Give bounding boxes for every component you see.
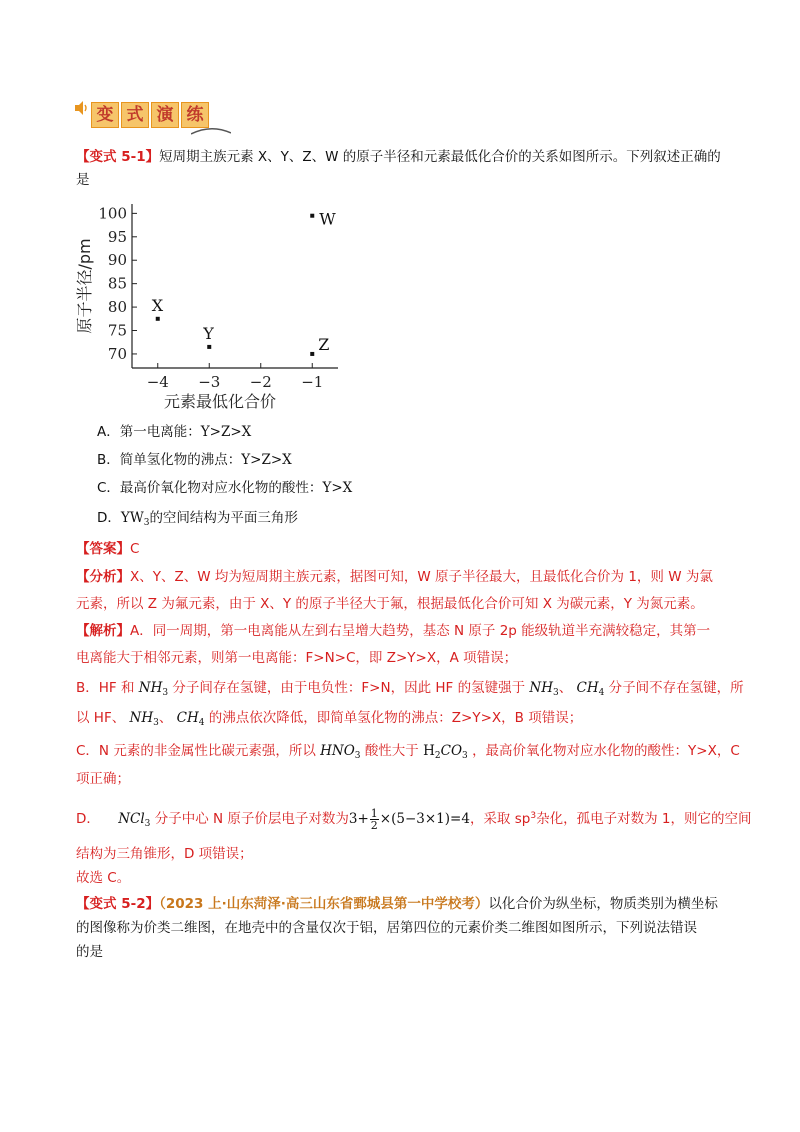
data-point-z bbox=[310, 352, 314, 356]
ch4-formula-2: CH bbox=[176, 710, 199, 726]
y-tick-label: 75 bbox=[107, 321, 127, 340]
option-c-value: Y>X bbox=[322, 480, 353, 496]
data-label-x: X bbox=[151, 295, 164, 315]
data-point-w bbox=[310, 214, 314, 218]
explanation-c2-text: 项正确； bbox=[76, 771, 130, 787]
nh3-formula-3: NH bbox=[129, 710, 154, 726]
q1-line-1 bbox=[76, 148, 721, 166]
explanation-c1-mid: 酸性大于 bbox=[364, 743, 419, 759]
option-a[interactable] bbox=[97, 423, 251, 441]
answer-value: C bbox=[130, 541, 140, 557]
q2-source: （2023 上·山东菏泽·高三山东省鄄城县第一中学校考） bbox=[159, 896, 489, 912]
option-d-label: D． bbox=[97, 510, 121, 526]
option-d[interactable] bbox=[97, 509, 298, 527]
y-tick-label: 85 bbox=[107, 274, 127, 293]
banner-swoosh bbox=[191, 126, 231, 136]
sp3-sup: 3 bbox=[530, 811, 537, 821]
banner-char-1: 变 bbox=[91, 102, 119, 128]
explanation-d1-post1: ，采取 sp bbox=[469, 811, 531, 827]
answer-line bbox=[76, 540, 139, 558]
option-d-sub: 3 bbox=[143, 518, 150, 528]
y-tick-label: 80 bbox=[107, 298, 127, 317]
banner-char-4: 练 bbox=[181, 102, 209, 128]
q1-label: 【变式 5-1】 bbox=[76, 149, 160, 165]
explanation-b2-sep: 、 bbox=[158, 710, 173, 726]
q2-text-3: 的是 bbox=[76, 944, 103, 960]
h2co3-co: CO bbox=[440, 743, 463, 759]
option-d-formula: YW bbox=[120, 510, 144, 526]
nh3-formula-2: NH bbox=[529, 680, 553, 696]
nh3-formula: NH bbox=[138, 680, 163, 696]
hno3-formula: HNO bbox=[320, 743, 355, 759]
x-tick-label: −1 bbox=[301, 373, 324, 391]
section-banner bbox=[73, 98, 233, 138]
y-tick-label: 90 bbox=[107, 251, 127, 270]
hno3-sub: 3 bbox=[354, 751, 361, 761]
option-d-text: 的空间结构为平面三角形 bbox=[149, 510, 298, 526]
fraction-denominator: 2 bbox=[370, 819, 378, 832]
conclusion-line bbox=[76, 869, 130, 887]
y-tick-label: 70 bbox=[107, 344, 127, 363]
analysis-text-2: 元素，所以 Z 为氟元素，由于 X、Y 的原子半径大于氟，根据最低化合价可知 X 为碳元素，Y 为氮元素。 bbox=[76, 596, 704, 612]
explanation-a-text-1: A．同一周期，第一电离能从左到右呈增大趋势，基态 N 原子 2p 能级轨道半充满较稳定，其第一 bbox=[130, 623, 711, 639]
explanation-d-line-2 bbox=[76, 845, 253, 863]
y-tick-label: 95 bbox=[107, 227, 127, 246]
explanation-d1-post2: 杂化，孤电子对数为 1，则它的空间 bbox=[536, 811, 752, 827]
q1-text-2: 是 bbox=[76, 172, 90, 188]
banner-char-3: 演 bbox=[151, 102, 179, 128]
y-axis-label: 原子半径/pm bbox=[75, 238, 94, 334]
data-label-z: Z bbox=[318, 334, 330, 354]
nh3-sub-3: 3 bbox=[153, 718, 159, 728]
option-b-value: Y>Z>X bbox=[241, 452, 292, 468]
explanation-b1-post: 分子间不存在氢键，所 bbox=[608, 680, 744, 696]
q2-text-2: 的图像称为价类二维图，在地壳中的含量仅次于铝，居第四位的元素价类二维图如图所示，下列说法错误 bbox=[76, 920, 697, 936]
explanation-c-line-1 bbox=[76, 742, 740, 760]
ch4-sub-2: 4 bbox=[198, 718, 205, 728]
explanation-b-line-2 bbox=[76, 709, 582, 727]
y-tick-label: 100 bbox=[98, 204, 127, 223]
q2-line-2 bbox=[76, 919, 697, 937]
option-c-text: C．最高价氧化物对应水化物的酸性： bbox=[97, 480, 323, 496]
nh3-sub-2: 3 bbox=[552, 688, 559, 698]
explanation-b2-post: 的沸点依次降低，即简单氢化物的沸点：Z>Y>X，B 项错误； bbox=[208, 710, 583, 726]
option-c[interactable] bbox=[97, 479, 352, 497]
explanation-a-text-2: 电离能大于相邻元素，则第一电离能：F>N>C，即 Z>Y>X，A 项错误； bbox=[76, 650, 518, 666]
analysis-label: 【分析】 bbox=[76, 569, 130, 585]
x-tick-label: −3 bbox=[198, 373, 221, 391]
explanation-label: 【解析】 bbox=[76, 623, 130, 639]
banner-tiles bbox=[91, 102, 209, 128]
scatter-chart bbox=[70, 196, 350, 416]
ncl3-formula: NCl bbox=[118, 811, 145, 827]
q2-line-1 bbox=[76, 895, 718, 913]
ch4-sub: 4 bbox=[598, 688, 605, 698]
option-a-text: A．第一电离能： bbox=[97, 424, 201, 440]
explanation-b2-pre: 以 HF、 bbox=[76, 710, 126, 726]
explanation-d-line-1 bbox=[76, 808, 751, 831]
analysis-text-1: X、Y、Z、W 均为短周期主族元素，据图可知，W 原子半径最大，且最低化合价为 1，则 W 为氯 bbox=[130, 569, 713, 585]
explanation-a-line-1 bbox=[76, 622, 710, 640]
explanation-d2-text: 结构为三角锥形，D 项错误； bbox=[76, 846, 253, 862]
q2-text-1: 以化合价为纵坐标，物质类别为横坐标 bbox=[488, 896, 718, 912]
explanation-b1-pre: B．HF 和 bbox=[76, 680, 135, 696]
explanation-c1-post: ，最高价氧化物对应水化物的酸性：Y>X，C bbox=[472, 743, 740, 759]
analysis-line-2 bbox=[76, 595, 704, 613]
banner-char-2: 式 bbox=[121, 102, 149, 128]
explanation-d1-mid: 分子中心 N 原子价层电子对数为 bbox=[154, 811, 349, 827]
q2-line-3 bbox=[76, 943, 103, 961]
equation-part-b: ×(5−3×1)=4 bbox=[379, 811, 470, 827]
explanation-b1-sep: 、 bbox=[558, 680, 573, 696]
data-label-w: W bbox=[319, 209, 336, 229]
explanation-d1-pre: D． bbox=[76, 811, 100, 827]
x-axis-label: 元素最低化合价 bbox=[163, 392, 277, 411]
option-b[interactable] bbox=[97, 451, 292, 469]
fraction-one-half bbox=[370, 808, 379, 831]
h2co3-sub-2: 3 bbox=[462, 751, 468, 761]
answer-label: 【答案】 bbox=[76, 541, 130, 557]
x-tick-label: −2 bbox=[249, 373, 272, 391]
option-b-text: B．简单氢化物的沸点： bbox=[97, 452, 242, 468]
speaker-icon bbox=[73, 100, 89, 116]
explanation-c1-pre: C．N 元素的非金属性比碳元素强，所以 bbox=[76, 743, 316, 759]
explanation-a-line-2 bbox=[76, 649, 517, 667]
conclusion-text: 故选 C。 bbox=[76, 870, 131, 886]
analysis-line-1 bbox=[76, 568, 713, 586]
x-tick-label: −4 bbox=[146, 373, 169, 391]
nh3-sub: 3 bbox=[162, 688, 169, 698]
data-label-y: Y bbox=[203, 323, 214, 343]
q2-label: 【变式 5-2】 bbox=[76, 896, 160, 912]
q1-text-1: 短周期主族元素 X、Y、Z、W 的原子半径和元素最低化合价的关系如图所示。下列叙述正确的 bbox=[159, 149, 721, 165]
q1-line-2 bbox=[76, 171, 90, 189]
explanation-b1-mid: 分子间存在氢键，由于电负性：F>N，因此 HF 的氢键强于 bbox=[172, 680, 526, 696]
fraction-numerator: 1 bbox=[370, 807, 378, 820]
h2co3-h: H bbox=[423, 743, 435, 759]
explanation-b-line-1 bbox=[76, 679, 744, 697]
ncl3-sub: 3 bbox=[144, 819, 151, 829]
explanation-c-line-2 bbox=[76, 770, 130, 788]
option-a-value: Y>Z>X bbox=[200, 424, 252, 440]
data-point-x bbox=[156, 317, 160, 321]
data-point-y bbox=[207, 345, 211, 349]
equation-part-a: 3+ bbox=[348, 811, 369, 827]
h2co3-sub-1: 2 bbox=[434, 751, 441, 761]
ch4-formula: CH bbox=[576, 680, 599, 696]
